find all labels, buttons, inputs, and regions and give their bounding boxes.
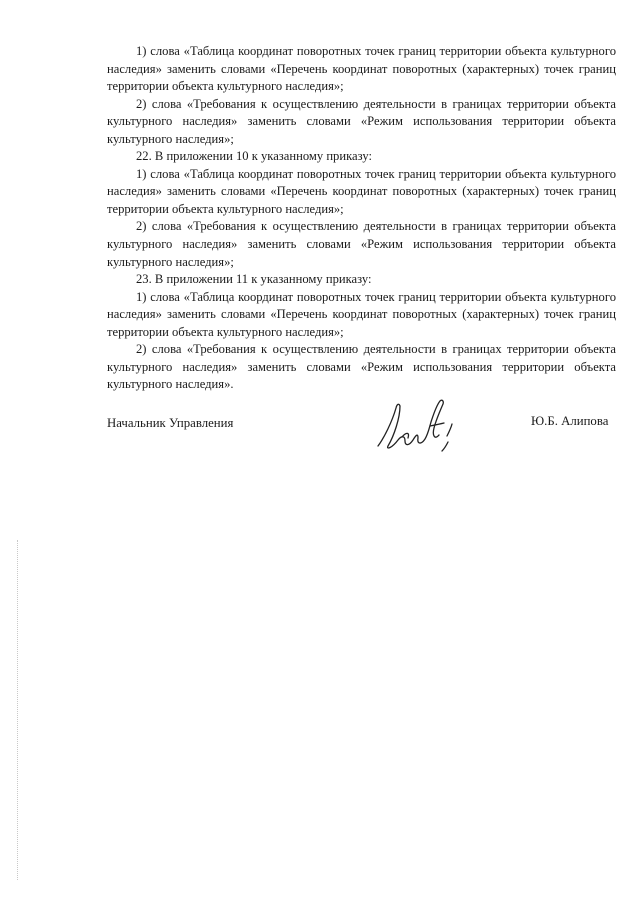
document-body [107,43,616,394]
signatory-name: Ю.Б. Алипова [531,414,609,428]
paragraph-item-2-appendix-10: 2) слова «Требования к осуществлению деятельности в границах территории объекта культурного наследия» заменить словами «Режим использования территории объекта культурного наследия»; [107,219,616,269]
handwritten-signature [372,396,462,458]
paragraph-point-23: 23. В приложении 11 к указанному приказу: [136,272,372,287]
paragraph-item-1-appendix-11: 1) слова «Таблица координат поворотных точек границ территории объекта культурного наследия» заменить словами «Перечень координат поворотных (характерных) точек границ территории объекта культурного наследия»; [107,289,616,339]
paragraph-item-2-appendix-9: 2) слова «Требования к осуществлению деятельности в границах территории объекта культурного наследия» заменить словами «Режим использования территории объекта культурного наследия»; [107,96,616,146]
paragraph-item-1-appendix-9: 1) слова «Таблица координат поворотных точек границ территории объекта культурного наследия» заменить словами «Перечень координат поворотных (характерных) точек границ территории объекта культурного наследия»; [107,44,616,94]
scan-edge-artifact [17,540,18,880]
paragraph-item-1-appendix-10: 1) слова «Таблица координат поворотных точек границ территории объекта культурного наследия» заменить словами «Перечень координат поворотных (характерных) точек границ территории объекта культурного наследия»; [107,166,616,216]
paragraph-item-2-appendix-11: 2) слова «Требования к осуществлению деятельности в границах территории объекта культурного наследия» заменить словами «Режим использования территории объекта культурного наследия». [107,342,616,392]
paragraph-point-22: 22. В приложении 10 к указанному приказу: [136,149,372,164]
signatory-position: Начальник Управления [107,416,234,430]
